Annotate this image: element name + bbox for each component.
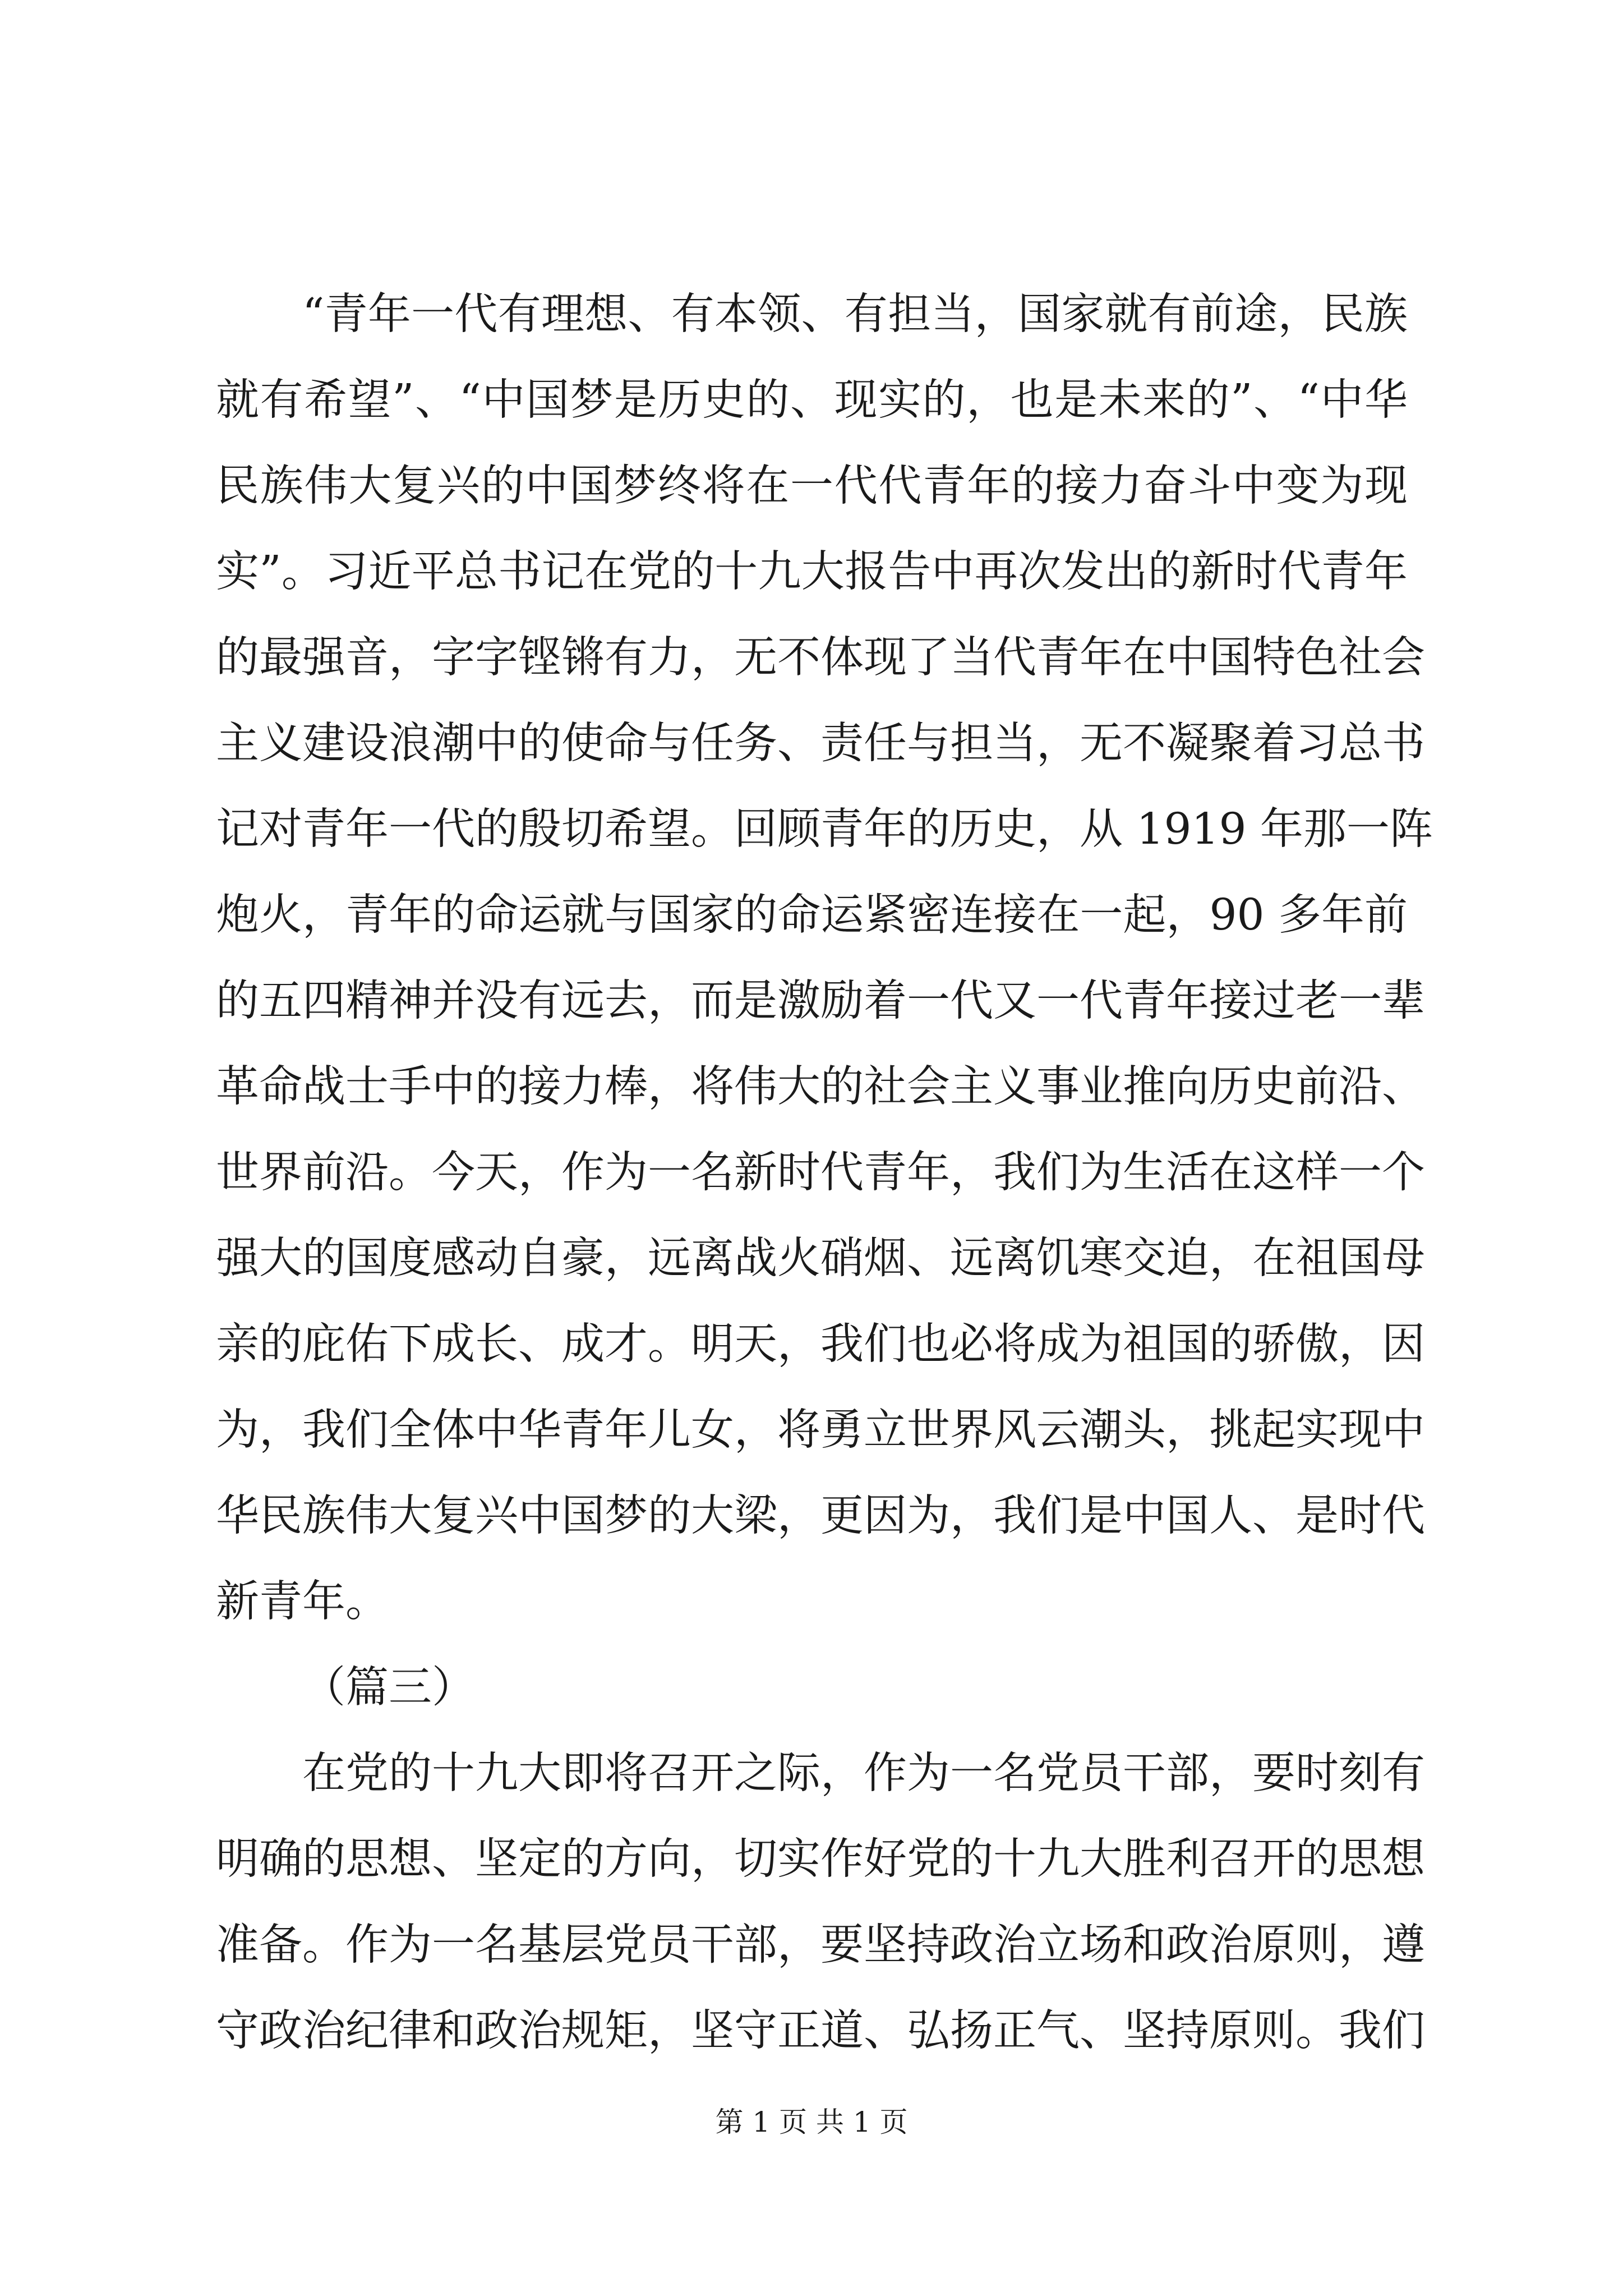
paragraph-1-line-4: 实”。习近平总书记在党的十九大报告中再次发出的新时代青年 [216,547,1408,597]
paragraph-1-line-11: 世界前沿。今天，作为一名新时代青年，我们为生活在这样一个 [216,1148,1425,1198]
section-heading: （篇三） [302,1663,475,1713]
page-footer: 第 1 页 共 1 页 [715,2106,908,2138]
paragraph-1-line-6: 主义建设浪潮中的使命与任务、责任与担当，无不凝聚着习总书 [216,719,1425,769]
paragraph-1-line-9: 的五四精神并没有远去，而是激励着一代又一代青年接过老一辈 [216,976,1425,1026]
paragraph-2-line-4: 守政治纪律和政治规矩，坚守正道、弘扬正气、坚持原则。我们 [216,2006,1425,2056]
paragraph-1-line-8: 炮火，青年的命运就与国家的命运紧密连接在一起，90 多年前 [216,890,1408,940]
paragraph-2-line-2: 明确的思想、坚定的方向，切实作好党的十九大胜利召开的思想 [216,1834,1425,1884]
paragraph-1-line-12: 强大的国度感动自豪，远离战火硝烟、远离饥寒交迫，在祖国母 [216,1234,1425,1283]
paragraph-1-line-3: 民族伟大复兴的中国梦终将在一代代青年的接力奋斗中变为现 [216,461,1408,511]
paragraph-1-line-13: 亲的庇佑下成长、成才。明天，我们也必将成为祖国的骄傲，因 [216,1319,1425,1369]
paragraph-2-line-3: 准备。作为一名基层党员干部，要坚持政治立场和政治原则，遵 [216,1920,1425,1970]
paragraph-1-line-15: 华民族伟大复兴中国梦的大梁，更因为，我们是中国人、是时代 [216,1491,1425,1541]
paragraph-1-line-5: 的最强音，字字铿锵有力，无不体现了当代青年在中国特色社会 [216,633,1425,683]
paragraph-1-line-2: 就有希望”、“中国梦是历史的、现实的，也是未来的”、“中华 [216,375,1408,425]
paragraph-1-line-14: 为，我们全体中华青年儿女，将勇立世界风云潮头，挑起实现中 [216,1405,1425,1455]
paragraph-2-line-1: 在党的十九大即将召开之际，作为一名党员干部，要时刻有 [302,1749,1425,1798]
paragraph-1-line-7: 记对青年一代的殷切希望。回顾青年的历史，从 1919 年那一阵 [216,804,1433,854]
paragraph-1-line-16: 新青年。 [216,1577,389,1627]
paragraph-1-line-1: “青年一代有理想、有本领、有担当，国家就有前途，民族 [302,289,1408,339]
paragraph-1-line-10: 革命战士手中的接力棒，将伟大的社会主义事业推向历史前沿、 [216,1062,1425,1112]
